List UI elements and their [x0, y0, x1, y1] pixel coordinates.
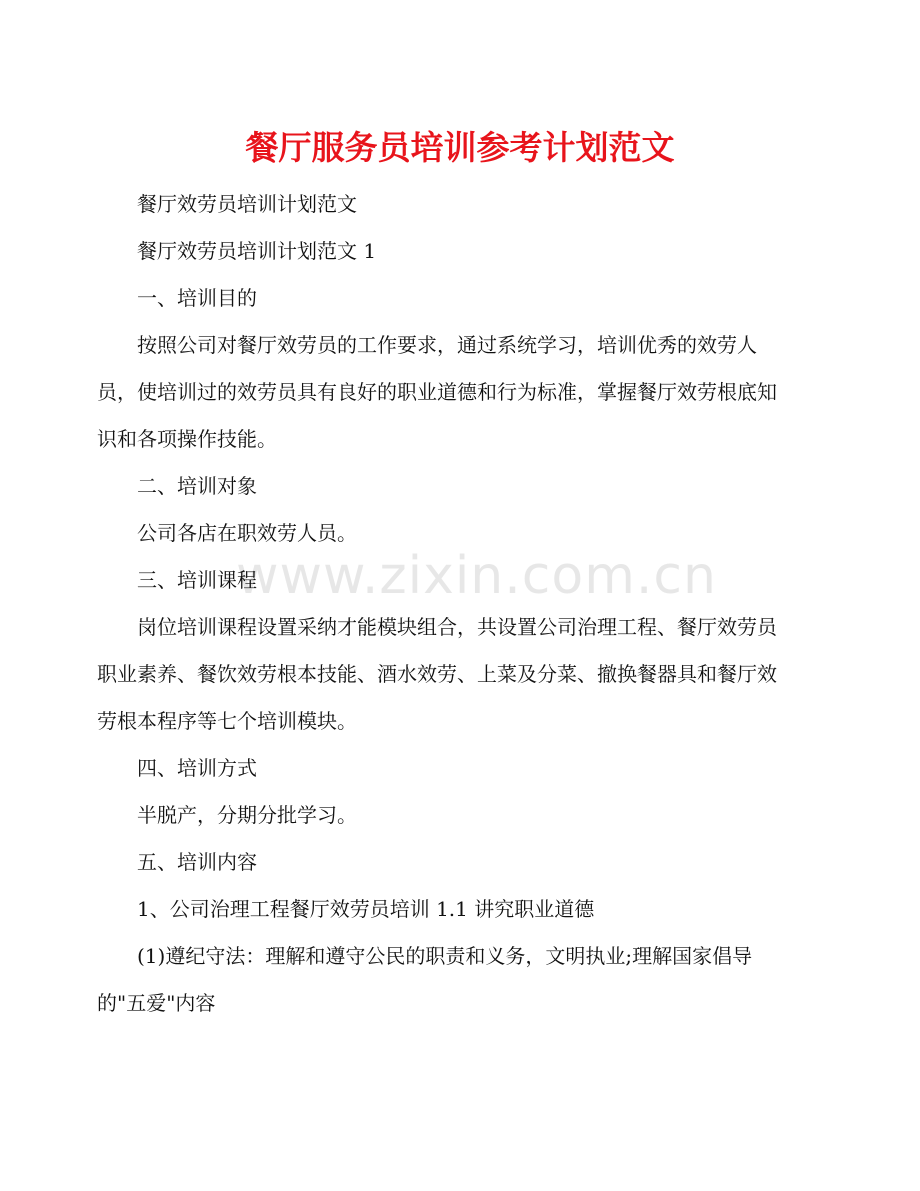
paragraph-method: 半脱产，分期分批学习。: [137, 803, 357, 827]
section-heading-content: 五、培训内容: [137, 850, 257, 874]
paragraph-content-item-1-1: (1)遵纪守法：理解和遵守公民的职责和义务，文明执业;理解国家倡导的"五爱"内容: [97, 944, 753, 1015]
section-heading-method: 四、培训方式: [137, 756, 257, 780]
paragraph-content-item-1: 1、公司治理工程餐厅效劳员培训 1.1 讲究职业道德: [137, 897, 595, 921]
section-heading-target: 二、培训对象: [137, 474, 257, 498]
paragraph-courses: 岗位培训课程设置采纳才能模块组合，共设置公司治理工程、餐厅效劳员职业素养、餐饮效劳根本技能、酒水效劳、上菜及分菜、撤换餐器具和餐厅效劳根本程序等七个培训模块。: [97, 615, 777, 733]
document-title: 餐厅服务员培训参考计划范文: [245, 128, 675, 167]
paragraph-target: 公司各店在职效劳人员。: [137, 521, 357, 545]
paragraph-plan-heading: 餐厅效劳员培训计划范文 1: [137, 239, 377, 263]
section-heading-courses: 三、培训课程: [137, 568, 257, 592]
paragraph-subtitle: 餐厅效劳员培训计划范文: [137, 192, 357, 216]
section-heading-purpose: 一、培训目的: [137, 286, 257, 310]
watermark: www.zixin.com.cn: [236, 546, 717, 606]
paragraph-purpose: 按照公司对餐厅效劳员的工作要求，通过系统学习，培训优秀的效劳人员，使培训过的效劳员具有良好的职业道德和行为标准，掌握餐厅效劳根底知识和各项操作技能。: [97, 333, 777, 451]
